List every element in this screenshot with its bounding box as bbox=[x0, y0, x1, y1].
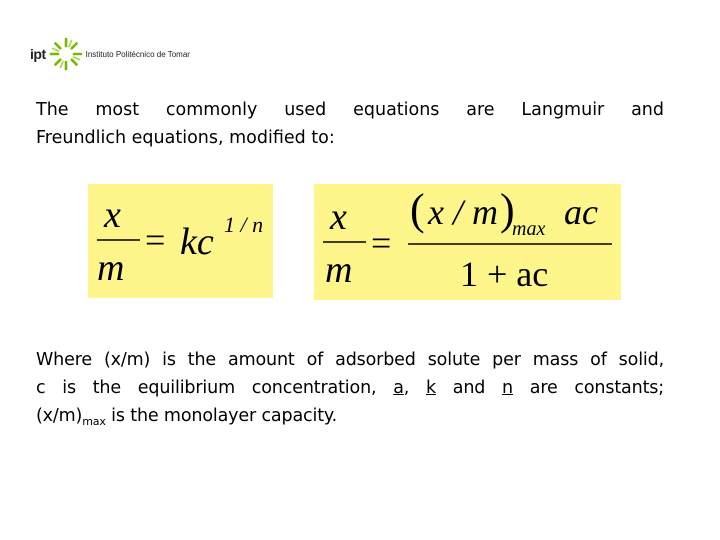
freundlich-rhs: kc bbox=[180, 221, 214, 263]
freundlich-equals: = bbox=[145, 220, 166, 260]
intro-paragraph bbox=[36, 96, 664, 152]
langmuir-top-inner: x / m bbox=[428, 192, 498, 232]
explanation-line-2-start: c is the equilibrium concentration, bbox=[36, 378, 394, 398]
freundlich-equation bbox=[88, 184, 273, 298]
explanation-line-1: Where (x/m) is the amount of adsorbed solute per mass of solid, bbox=[36, 350, 664, 370]
max-subscript: max bbox=[82, 415, 106, 428]
explanation-line-2-end: are constants; bbox=[512, 378, 664, 398]
explanation-separator: , bbox=[403, 378, 426, 398]
freundlich-exponent: 1 / n bbox=[224, 212, 264, 237]
intro-line-2: Freundlich equations, modified to: bbox=[36, 128, 335, 148]
langmuir-left-denominator: m bbox=[325, 249, 353, 291]
freundlich-denominator: m bbox=[97, 247, 125, 289]
langmuir-equals: = bbox=[371, 223, 392, 263]
langmuir-max-subscript: max bbox=[512, 218, 546, 240]
explanation-paragraph bbox=[36, 346, 664, 432]
institution-logo bbox=[30, 34, 210, 74]
constant-a: a bbox=[393, 378, 404, 398]
constant-n: n bbox=[502, 378, 513, 398]
explanation-line-3-start: (x/m) bbox=[36, 406, 83, 426]
langmuir-close-paren: ) bbox=[500, 185, 515, 234]
langmuir-equation bbox=[314, 184, 621, 300]
sunburst-icon bbox=[48, 36, 84, 72]
logo-institution-name: Instituto Politécnico de Tomar bbox=[85, 49, 190, 59]
freundlich-numerator: x bbox=[104, 194, 121, 236]
constant-k: k bbox=[426, 378, 436, 398]
explanation-line-3-end: is the monolayer capacity. bbox=[105, 406, 338, 426]
langmuir-top-tail: ac bbox=[564, 192, 598, 232]
langmuir-bottom: 1 + ac bbox=[460, 254, 549, 294]
explanation-line-2 bbox=[36, 374, 664, 402]
langmuir-open-paren: ( bbox=[410, 185, 425, 234]
langmuir-left-numerator: x bbox=[330, 196, 347, 238]
intro-line-1: The most commonly used equations are Langmuir and bbox=[36, 100, 664, 120]
logo-acronym: ipt bbox=[30, 46, 46, 62]
explanation-and: and bbox=[435, 378, 503, 398]
explanation-line-3 bbox=[36, 402, 664, 432]
